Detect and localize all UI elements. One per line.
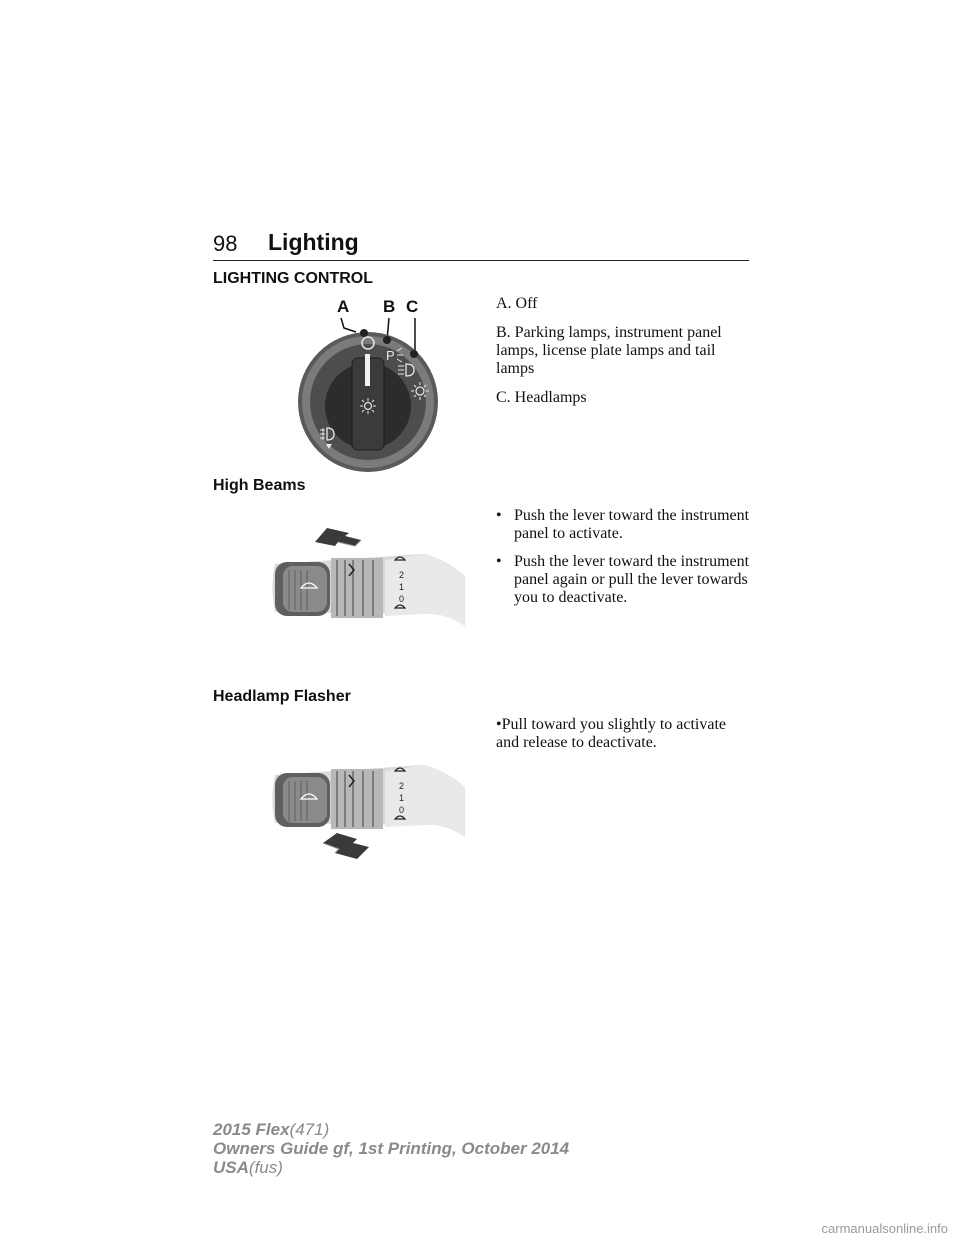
chapter-title: Lighting bbox=[268, 229, 359, 255]
high-beams-list bbox=[496, 507, 752, 617]
high-beams-heading: High Beams bbox=[213, 477, 306, 494]
push-arrow-icon bbox=[315, 528, 361, 546]
dial-label-a: A bbox=[337, 297, 350, 316]
lighting-dial-figure bbox=[280, 318, 455, 473]
high-beams-bullet-2: • Push the lever toward the instrument panel again or pull the lever towards you to deactivate. bbox=[496, 553, 750, 606]
item-parking-lamps: B. Parking lamps, instrument panel lamps, license plate lamps and tail lamps bbox=[496, 324, 722, 377]
watermark: carmanualsonline.info bbox=[821, 1221, 948, 1236]
lighting-control-list bbox=[496, 295, 752, 418]
headlamp-flasher-stalk-figure bbox=[265, 755, 470, 861]
stalk-number-0: 0 bbox=[399, 805, 405, 815]
footer-line-3: USA(fus) bbox=[213, 1158, 283, 1177]
svg-text:P: P bbox=[386, 348, 395, 363]
dial-label-c: C bbox=[406, 297, 419, 316]
stalk-number-1: 1 bbox=[399, 582, 405, 592]
item-headlamps: C. Headlamps bbox=[496, 389, 587, 406]
item-off: A. Off bbox=[496, 295, 538, 312]
dial-label-b: B bbox=[383, 297, 396, 316]
page-number: 98 bbox=[213, 231, 238, 256]
footer-line-2: Owners Guide gf, 1st Printing, October 2014 bbox=[213, 1139, 570, 1158]
stalk-number-0: 0 bbox=[399, 594, 405, 604]
footer-line-1: 2015 Flex(471) bbox=[213, 1120, 330, 1139]
high-beams-bullet-1: • Push the lever toward the instrument panel to activate. bbox=[496, 507, 750, 542]
footer bbox=[213, 1120, 569, 1177]
lighting-control-heading: LIGHTING CONTROL bbox=[213, 270, 373, 287]
high-beams-stalk-figure bbox=[265, 520, 470, 632]
headlamp-flasher-heading: Headlamp Flasher bbox=[213, 688, 351, 705]
stalk-number-1: 1 bbox=[399, 793, 405, 803]
pull-arrow-icon bbox=[323, 833, 369, 859]
stalk-number-2: 2 bbox=[399, 781, 405, 791]
stalk-number-2: 2 bbox=[399, 570, 405, 580]
header-rule bbox=[213, 260, 749, 261]
headlamp-flasher-text: •Pull toward you slightly to activate and release to deactivate. bbox=[496, 716, 727, 751]
